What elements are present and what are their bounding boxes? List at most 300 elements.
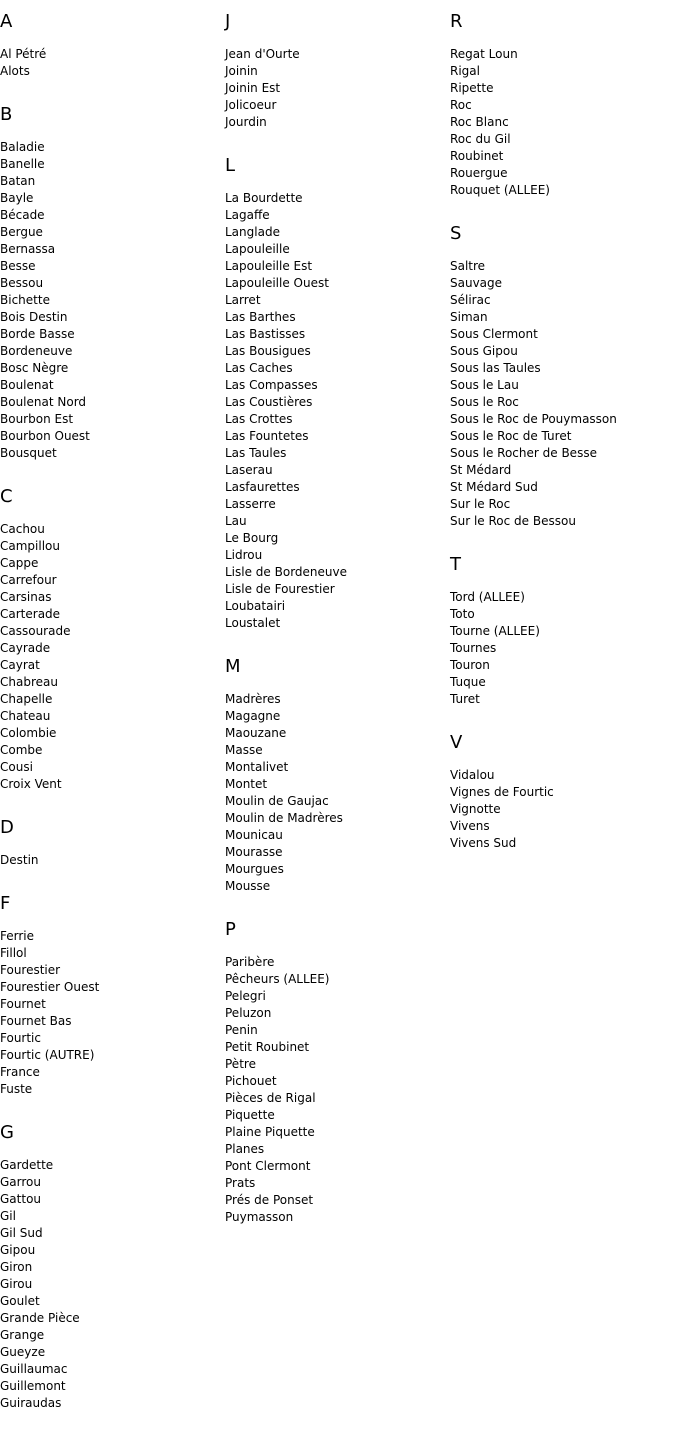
group-spacer	[450, 708, 675, 731]
list-item	[225, 80, 445, 97]
list-item	[450, 63, 675, 80]
list-item	[225, 343, 445, 360]
letter-heading: R	[450, 11, 463, 32]
place-link[interactable]: Cachou	[0, 522, 45, 536]
place-link[interactable]: Alots	[0, 64, 30, 78]
list-item	[0, 852, 220, 869]
place-link[interactable]: Fourtic	[0, 1031, 41, 1045]
list-item	[0, 1191, 220, 1208]
place-link[interactable]: Guiraudas	[0, 1396, 62, 1410]
letter-group	[450, 731, 675, 875]
list-item	[0, 360, 220, 377]
place-link[interactable]: Tourne (ALLEE)	[450, 624, 540, 638]
letter-heading: M	[225, 656, 241, 677]
list-item	[225, 793, 445, 810]
place-link[interactable]: Banelle	[0, 157, 45, 171]
list-item	[0, 928, 220, 945]
list-item	[450, 275, 675, 292]
place-link[interactable]: Vignotte	[450, 802, 501, 816]
list-item	[225, 1141, 445, 1158]
list-item	[0, 1276, 220, 1293]
list-item	[225, 708, 445, 725]
letter-group	[0, 1121, 220, 1435]
place-link[interactable]: Chateau	[0, 709, 51, 723]
place-link[interactable]: Boulenat	[0, 378, 54, 392]
place-list	[225, 691, 445, 895]
list-item	[225, 377, 445, 394]
list-item	[225, 309, 445, 326]
place-link[interactable]: Vignes de Fourtic	[450, 785, 554, 799]
place-link[interactable]: Las Bousigues	[225, 344, 311, 358]
group-spacer	[0, 869, 220, 892]
list-item	[450, 258, 675, 275]
group-spacer	[0, 1098, 220, 1121]
place-list	[0, 521, 220, 793]
list-item	[225, 598, 445, 615]
list-item	[450, 148, 675, 165]
place-link[interactable]: Carterade	[0, 607, 61, 621]
place-link[interactable]: Sous Clermont	[450, 327, 538, 341]
place-link[interactable]: Destin	[0, 853, 39, 867]
place-link[interactable]: Jourdin	[225, 115, 267, 129]
place-link[interactable]: Bergue	[0, 225, 43, 239]
list-item	[0, 394, 220, 411]
letter-heading: G	[0, 1122, 14, 1143]
place-link[interactable]: Sauvage	[450, 276, 503, 290]
place-list	[0, 1157, 220, 1412]
list-item	[450, 589, 675, 606]
place-link[interactable]: Mourgues	[225, 862, 284, 876]
place-link[interactable]: Roc du Gil	[450, 132, 511, 146]
list-item	[225, 1158, 445, 1175]
place-link[interactable]: Giron	[0, 1260, 33, 1274]
place-link[interactable]: Pont Clermont	[225, 1159, 311, 1173]
list-item	[450, 479, 675, 496]
place-link[interactable]: Mourasse	[225, 845, 283, 859]
place-link[interactable]: Gil Sud	[0, 1226, 43, 1240]
place-link[interactable]: Roubinet	[450, 149, 504, 163]
place-link[interactable]: Bécade	[0, 208, 45, 222]
list-item	[0, 173, 220, 190]
place-list	[0, 46, 220, 80]
place-link[interactable]: Grange	[0, 1328, 45, 1342]
place-link[interactable]: Petit Roubinet	[225, 1040, 310, 1054]
list-item	[450, 360, 675, 377]
list-item	[225, 776, 445, 793]
list-item	[0, 190, 220, 207]
list-item	[0, 1030, 220, 1047]
list-item	[0, 445, 220, 462]
list-item	[0, 1395, 220, 1412]
place-link[interactable]: Carrefour	[0, 573, 57, 587]
place-link[interactable]: Gipou	[0, 1243, 36, 1257]
list-item	[450, 131, 675, 148]
list-item	[0, 555, 220, 572]
list-item	[225, 971, 445, 988]
place-link[interactable]: Borde Basse	[0, 327, 75, 341]
place-link[interactable]: Fournet Bas	[0, 1014, 72, 1028]
list-item	[0, 640, 220, 657]
place-link[interactable]: Fuste	[0, 1082, 33, 1096]
list-item	[0, 343, 220, 360]
place-link[interactable]: Bois Destin	[0, 310, 68, 324]
place-link[interactable]: Planes	[225, 1142, 265, 1156]
place-link[interactable]: Colombie	[0, 726, 57, 740]
list-item	[0, 139, 220, 156]
place-link[interactable]: Le Bourg	[225, 531, 279, 545]
place-link[interactable]: Vivens	[450, 819, 490, 833]
place-link[interactable]: Regat Loun	[450, 47, 518, 61]
place-link[interactable]: Bayle	[0, 191, 34, 205]
place-link[interactable]: Montet	[225, 777, 268, 791]
place-link[interactable]: Las Crottes	[225, 412, 293, 426]
place-link[interactable]: Roc Blanc	[450, 115, 509, 129]
place-link[interactable]: Plaine Piquette	[225, 1125, 315, 1139]
place-link[interactable]: Bourbon Ouest	[0, 429, 90, 443]
list-item	[0, 1310, 220, 1327]
list-item	[450, 292, 675, 309]
place-link[interactable]: Lasserre	[225, 497, 276, 511]
list-item	[0, 377, 220, 394]
place-link[interactable]: Prats	[225, 1176, 256, 1190]
list-item	[0, 156, 220, 173]
list-item	[0, 996, 220, 1013]
list-item	[225, 1056, 445, 1073]
list-item	[225, 988, 445, 1005]
place-link[interactable]: Joinin Est	[225, 81, 281, 95]
place-link[interactable]: Tuque	[450, 675, 486, 689]
place-link[interactable]: Cayrat	[0, 658, 40, 672]
place-link[interactable]: Larret	[225, 293, 261, 307]
place-link[interactable]: Jolicoeur	[225, 98, 277, 112]
list-item	[0, 428, 220, 445]
place-link[interactable]: Mounicau	[225, 828, 283, 842]
list-item	[450, 343, 675, 360]
letter-heading: V	[450, 732, 463, 753]
place-link[interactable]: Garrou	[0, 1175, 41, 1189]
list-item	[0, 1361, 220, 1378]
group-spacer	[450, 199, 675, 222]
group-spacer	[0, 1412, 220, 1435]
list-item	[450, 513, 675, 530]
place-link[interactable]: Las Barthes	[225, 310, 296, 324]
place-link[interactable]: Sous le Roc de Pouymasson	[450, 412, 617, 426]
place-link[interactable]: Las Taules	[225, 446, 287, 460]
place-link[interactable]: Bichette	[0, 293, 50, 307]
place-link[interactable]: Lagaffe	[225, 208, 270, 222]
list-item	[225, 844, 445, 861]
list-item	[450, 657, 675, 674]
place-link[interactable]: Chapelle	[0, 692, 53, 706]
place-link[interactable]: Paribère	[225, 955, 275, 969]
place-link[interactable]: Las Compasses	[225, 378, 318, 392]
list-item	[450, 445, 675, 462]
place-link[interactable]: Rouquet (ALLEE)	[450, 183, 550, 197]
place-list	[0, 139, 220, 462]
list-item	[450, 462, 675, 479]
place-link[interactable]: Laserau	[225, 463, 273, 477]
place-link[interactable]: Cappe	[0, 556, 39, 570]
place-link[interactable]: Fourestier Ouest	[0, 980, 100, 994]
list-item	[225, 547, 445, 564]
group-spacer	[225, 131, 445, 154]
list-item	[225, 1124, 445, 1141]
letter-group	[450, 553, 675, 731]
place-link[interactable]: Grande Pièce	[0, 1311, 80, 1325]
letter-group	[0, 485, 220, 816]
letter-group	[225, 10, 445, 154]
place-list	[450, 46, 675, 199]
place-link[interactable]: Besse	[0, 259, 36, 273]
list-item	[0, 1081, 220, 1098]
list-item	[450, 784, 675, 801]
place-link[interactable]: Peluzon	[225, 1006, 272, 1020]
list-item	[0, 292, 220, 309]
list-item	[0, 258, 220, 275]
place-link[interactable]: Fournet	[0, 997, 46, 1011]
list-item	[225, 878, 445, 895]
list-item	[0, 224, 220, 241]
list-item	[225, 46, 445, 63]
list-item	[0, 725, 220, 742]
place-link[interactable]: Saltre	[450, 259, 486, 273]
list-item	[450, 377, 675, 394]
place-link[interactable]: Bousquet	[0, 446, 57, 460]
place-link[interactable]: Lau	[225, 514, 247, 528]
place-link[interactable]: Goulet	[0, 1294, 40, 1308]
place-link[interactable]: Maouzane	[225, 726, 287, 740]
place-link[interactable]: Cayrade	[0, 641, 51, 655]
list-item	[225, 190, 445, 207]
list-item	[450, 496, 675, 513]
place-link[interactable]: Tournes	[450, 641, 497, 655]
list-item	[0, 606, 220, 623]
list-item	[0, 742, 220, 759]
list-item	[0, 708, 220, 725]
place-link[interactable]: Chabreau	[0, 675, 58, 689]
place-link[interactable]: Turet	[450, 692, 480, 706]
list-item	[450, 835, 675, 852]
list-item	[450, 691, 675, 708]
place-link[interactable]: Tord (ALLEE)	[450, 590, 525, 604]
place-link[interactable]: Sous le Roc de Turet	[450, 429, 572, 443]
place-link[interactable]: Piquette	[225, 1108, 275, 1122]
list-item	[450, 767, 675, 784]
list-item	[225, 63, 445, 80]
list-item	[0, 63, 220, 80]
group-spacer	[0, 80, 220, 103]
place-link[interactable]: Sous le Rocher de Besse	[450, 446, 597, 460]
group-spacer	[0, 793, 220, 816]
place-link[interactable]: La Bourdette	[225, 191, 303, 205]
place-link[interactable]: Gardette	[0, 1158, 54, 1172]
list-item	[450, 309, 675, 326]
place-link[interactable]: Gueyze	[0, 1345, 46, 1359]
place-link[interactable]: Sous Gipou	[450, 344, 518, 358]
place-link[interactable]: Lapouleille	[225, 242, 290, 256]
letter-heading: S	[450, 223, 462, 244]
place-link[interactable]: Lisle de Bordeneuve	[225, 565, 347, 579]
place-link[interactable]: Bordeneuve	[0, 344, 73, 358]
place-link[interactable]: Las Coustières	[225, 395, 313, 409]
list-item	[0, 759, 220, 776]
place-link[interactable]: Croix Vent	[0, 777, 62, 791]
place-link[interactable]: Sur le Roc	[450, 497, 511, 511]
list-item	[0, 623, 220, 640]
place-link[interactable]: Las Bastisses	[225, 327, 306, 341]
place-link[interactable]: Loustalet	[225, 616, 281, 630]
place-link[interactable]: Batan	[0, 174, 36, 188]
list-item	[225, 513, 445, 530]
list-item	[0, 241, 220, 258]
place-link[interactable]: Moulin de Madrères	[225, 811, 343, 825]
list-item	[0, 207, 220, 224]
list-item	[0, 691, 220, 708]
place-link[interactable]: Girou	[0, 1277, 33, 1291]
list-item	[225, 411, 445, 428]
place-link[interactable]: Gattou	[0, 1192, 42, 1206]
letter-group	[0, 892, 220, 1121]
list-item	[450, 182, 675, 199]
place-link[interactable]: Pelegri	[225, 989, 266, 1003]
place-link[interactable]: Moulin de Gaujac	[225, 794, 329, 808]
place-link[interactable]: Pêcheurs (ALLEE)	[225, 972, 330, 986]
group-spacer	[450, 852, 675, 875]
place-link[interactable]: Bessou	[0, 276, 44, 290]
list-item	[450, 818, 675, 835]
place-link[interactable]: Langlade	[225, 225, 280, 239]
list-item	[0, 275, 220, 292]
place-link[interactable]: Baladie	[0, 140, 45, 154]
list-item	[0, 572, 220, 589]
place-link[interactable]: Cassourade	[0, 624, 71, 638]
place-link[interactable]: Vivens Sud	[450, 836, 517, 850]
place-link[interactable]: Boulenat Nord	[0, 395, 87, 409]
place-link[interactable]: Pichouet	[225, 1074, 277, 1088]
letter-group	[450, 222, 675, 553]
place-link[interactable]: Sur le Roc de Bessou	[450, 514, 576, 528]
list-item	[225, 861, 445, 878]
place-link[interactable]: Touron	[450, 658, 490, 672]
place-link[interactable]: Sous las Taules	[450, 361, 541, 375]
place-link[interactable]: Jean d'Ourte	[225, 47, 300, 61]
place-link[interactable]: Pièces de Rigal	[225, 1091, 316, 1105]
place-link[interactable]: Joinin	[225, 64, 258, 78]
place-link[interactable]: St Médard Sud	[450, 480, 538, 494]
list-item	[450, 394, 675, 411]
list-item	[0, 1344, 220, 1361]
place-link[interactable]: Guillaumac	[0, 1362, 68, 1376]
place-link[interactable]: Sous le Roc	[450, 395, 519, 409]
place-link[interactable]: Rigal	[450, 64, 480, 78]
list-item	[450, 97, 675, 114]
place-link[interactable]: Puymasson	[225, 1210, 294, 1224]
place-link[interactable]: Bourbon Est	[0, 412, 74, 426]
list-item	[225, 394, 445, 411]
list-item	[0, 776, 220, 793]
letter-heading: B	[0, 104, 13, 125]
list-item	[225, 1175, 445, 1192]
group-spacer	[0, 462, 220, 485]
list-item	[0, 962, 220, 979]
place-link[interactable]: Fourtic (AUTRE)	[0, 1048, 95, 1062]
place-link[interactable]: Lasfaurettes	[225, 480, 300, 494]
place-link[interactable]: Masse	[225, 743, 263, 757]
list-item	[0, 1327, 220, 1344]
place-link[interactable]: Lidrou	[225, 548, 263, 562]
list-item	[225, 479, 445, 496]
list-item	[225, 1022, 445, 1039]
place-link[interactable]: Las Caches	[225, 361, 293, 375]
place-link[interactable]: Lapouleille Ouest	[225, 276, 329, 290]
group-spacer	[225, 895, 445, 918]
place-link[interactable]: Rouergue	[450, 166, 508, 180]
place-link[interactable]: Ripette	[450, 81, 494, 95]
place-link[interactable]: Magagne	[225, 709, 281, 723]
list-item	[225, 691, 445, 708]
place-link[interactable]: Vidalou	[450, 768, 495, 782]
list-item	[450, 428, 675, 445]
list-item	[225, 1073, 445, 1090]
place-link[interactable]: Roc	[450, 98, 472, 112]
list-item	[0, 657, 220, 674]
place-link[interactable]: Pètre	[225, 1057, 256, 1071]
place-link[interactable]: Combe	[0, 743, 43, 757]
place-link[interactable]: Fourestier	[0, 963, 61, 977]
list-item	[0, 979, 220, 996]
place-link[interactable]: Penin	[225, 1023, 258, 1037]
list-item	[225, 530, 445, 547]
list-item	[0, 1174, 220, 1191]
letter-group	[225, 918, 445, 1249]
list-item	[225, 1209, 445, 1226]
place-link[interactable]: Sélirac	[450, 293, 491, 307]
place-link[interactable]: Fillol	[0, 946, 27, 960]
place-link[interactable]: St Médard	[450, 463, 512, 477]
place-link[interactable]: Ferrie	[0, 929, 35, 943]
place-link[interactable]: Lapouleille Est	[225, 259, 313, 273]
place-link[interactable]: Al Pétré	[0, 47, 47, 61]
place-link[interactable]: Toto	[450, 607, 475, 621]
list-item	[225, 581, 445, 598]
place-link[interactable]: Mousse	[225, 879, 271, 893]
place-link[interactable]: Las Fountetes	[225, 429, 309, 443]
letter-group	[225, 154, 445, 655]
place-list	[225, 190, 445, 632]
place-link[interactable]: Bosc Nègre	[0, 361, 69, 375]
place-link[interactable]: Bernassa	[0, 242, 56, 256]
place-link[interactable]: Campillou	[0, 539, 60, 553]
list-item	[0, 674, 220, 691]
index-column	[450, 10, 675, 875]
place-link[interactable]: Madrères	[225, 692, 281, 706]
place-link[interactable]: Sous le Lau	[450, 378, 519, 392]
place-link[interactable]: Cousi	[0, 760, 33, 774]
list-item	[225, 615, 445, 632]
place-link[interactable]: Siman	[450, 310, 488, 324]
list-item	[225, 827, 445, 844]
place-link[interactable]: Guillemont	[0, 1379, 66, 1393]
place-link[interactable]: Montalivet	[225, 760, 289, 774]
place-link[interactable]: Loubatairi	[225, 599, 286, 613]
place-link[interactable]: Lisle de Fourestier	[225, 582, 335, 596]
list-item	[225, 1090, 445, 1107]
list-item	[225, 742, 445, 759]
place-link[interactable]: Carsinas	[0, 590, 52, 604]
place-link[interactable]: Prés de Ponset	[225, 1193, 314, 1207]
place-link[interactable]: France	[0, 1065, 40, 1079]
place-link[interactable]: Gil	[0, 1209, 16, 1223]
